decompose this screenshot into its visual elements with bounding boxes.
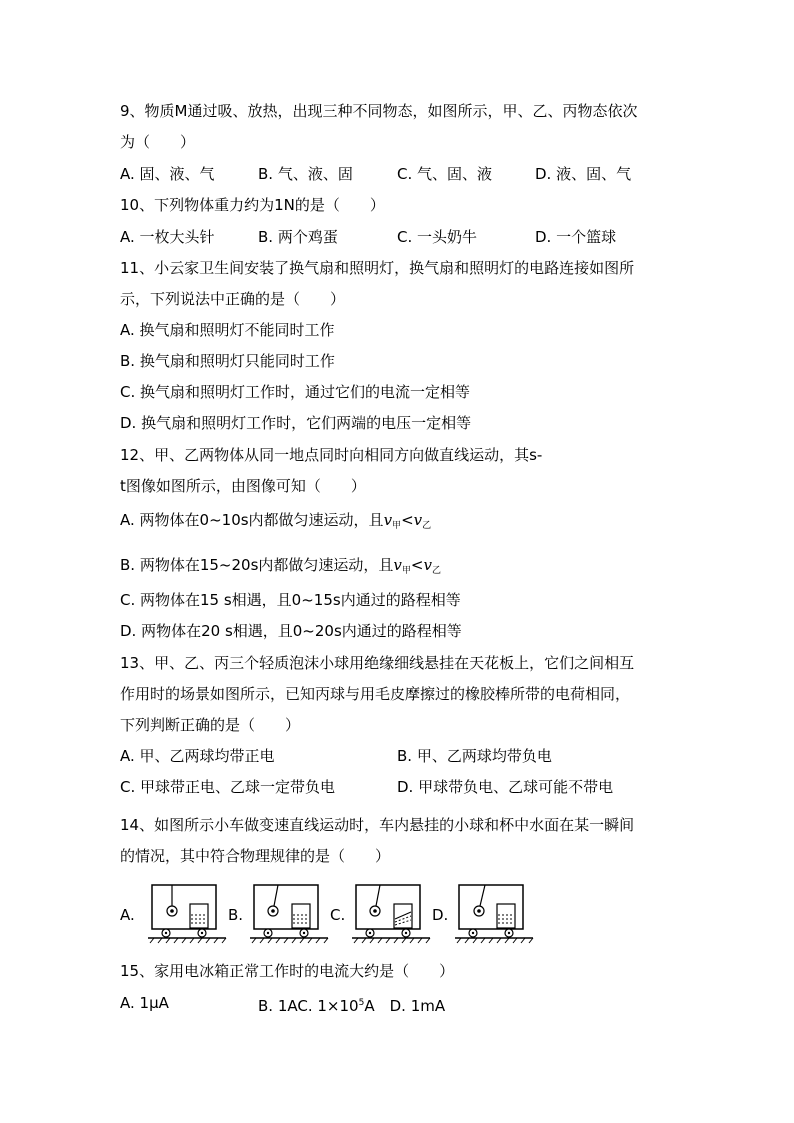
cup (190, 904, 208, 928)
q15-option-a: A. 1μA (120, 994, 169, 1012)
q14-stem-line1: 14、如图所示小车做变速直线运动时，车内悬挂的小球和杯中水面在某一瞬间 (120, 816, 635, 834)
q15-option-c-exponent: 5 (358, 998, 365, 1008)
q11-option-c: C. 换气扇和照明灯工作时，通过它们的电流一定相等 (120, 383, 471, 401)
q14-cart-b (250, 882, 330, 944)
q10-option-b: B. 两个鸡蛋 (258, 228, 338, 246)
q10-option-d: D. 一个篮球 (535, 228, 617, 246)
less-than: < (401, 511, 414, 529)
q11-stem-line1: 11、小云家卫生间安装了换气扇和照明灯，换气扇和照明灯的电路连接如图所 (120, 259, 635, 277)
q12-stem-line2: t图像如图所示，由图像可知（ ） (120, 477, 366, 495)
q11-option-a: A. 换气扇和照明灯不能同时工作 (120, 321, 335, 339)
q15-option-c-unit: A (364, 997, 375, 1015)
yi-subscript: 乙 (422, 521, 432, 531)
q15-option-d-text: D. 1mA (389, 997, 446, 1015)
q14-cart-c (352, 882, 432, 944)
cup (292, 904, 310, 928)
q11-option-d: D. 换气扇和照明灯工作时，它们两端的电压一定相等 (120, 414, 472, 432)
q10-option-c: C. 一头奶牛 (397, 228, 478, 246)
q12-option-b (120, 555, 441, 581)
v-symbol: v (383, 511, 393, 529)
q12-option-c: C. 两物体在15 s相遇，且0~15s内通过的路程相等 (120, 591, 461, 609)
q13-option-c: C. 甲球带正电、乙球一定带负电 (120, 778, 336, 796)
q12-option-a-text: A. 两物体在0~10s内都做匀速运动，且 (120, 511, 384, 529)
q14-stem-line2: 的情况，其中符合物理规律的是（ ） (120, 847, 391, 865)
jia-subscript: 甲 (401, 566, 411, 576)
yi-subscript: 乙 (431, 566, 441, 576)
q13-option-d: D. 甲球带负电、乙球可能不带电 (397, 778, 614, 796)
less-than: < (410, 556, 424, 574)
q12-stem-line1: 12、甲、乙两物体从同一地点同时向相同方向做直线运动，其s- (120, 446, 543, 464)
q14-label-d: D. (432, 906, 449, 924)
q10-stem: 10、下列物体重力约为1N的是（ ） (120, 196, 385, 214)
q11-option-b: B. 换气扇和照明灯只能同时工作 (120, 352, 335, 370)
q13-stem-line3: 下列判断正确的是（ ） (120, 716, 301, 734)
q13-option-b: B. 甲、乙两球均带负电 (397, 747, 552, 765)
q15-option-c-text: C. 1×10 (297, 997, 359, 1015)
q14-cart-a (148, 882, 228, 944)
v-symbol: v (423, 556, 432, 574)
q14-label-a: A. (120, 906, 135, 924)
jia-subscript: 甲 (392, 521, 402, 531)
q11-stem-line2: 示，下列说法中正确的是（ ） (120, 290, 346, 308)
q9-option-a: A. 固、液、气 (120, 165, 215, 183)
q15-option-b-text: B. 1A (258, 997, 298, 1015)
q10-option-a: A. 一枚大头针 (120, 228, 215, 246)
v-symbol: v (393, 556, 402, 574)
q14-cart-d (455, 882, 535, 944)
q9-option-d: D. 液、固、气 (535, 165, 632, 183)
v-symbol: v (413, 511, 423, 529)
q12-option-d: D. 两物体在20 s相遇，且0~20s内通过的路程相等 (120, 622, 462, 640)
q12-option-a (120, 510, 431, 536)
q15-option-b (258, 993, 445, 1016)
cup (497, 904, 515, 928)
q13-stem-line2: 作用时的场景如图所示，已知丙球与用毛皮摩擦过的橡胶棒所带的电荷相同， (120, 685, 631, 703)
q14-label-b: B. (228, 906, 244, 924)
q12-option-b-text: B. 两物体在15~20s内都做匀速运动，且 (120, 556, 394, 574)
q13-option-a: A. 甲、乙两球均带正电 (120, 747, 275, 765)
q9-stem-line1: 9、物质M通过吸、放热，出现三种不同物态，如图所示，甲、乙、丙物态依次 (120, 102, 638, 120)
q15-stem: 15、家用电冰箱正常工作时的电流大约是（ ） (120, 962, 455, 980)
q14-label-c: C. (330, 906, 346, 924)
q9-option-c: C. 气、固、液 (397, 165, 493, 183)
q9-option-b: B. 气、液、固 (258, 165, 353, 183)
q13-stem-line1: 13、甲、乙、丙三个轻质泡沫小球用绝缘细线悬挂在天花板上，它们之间相互 (120, 654, 635, 672)
q9-stem-line2: 为（ ） (120, 133, 196, 151)
